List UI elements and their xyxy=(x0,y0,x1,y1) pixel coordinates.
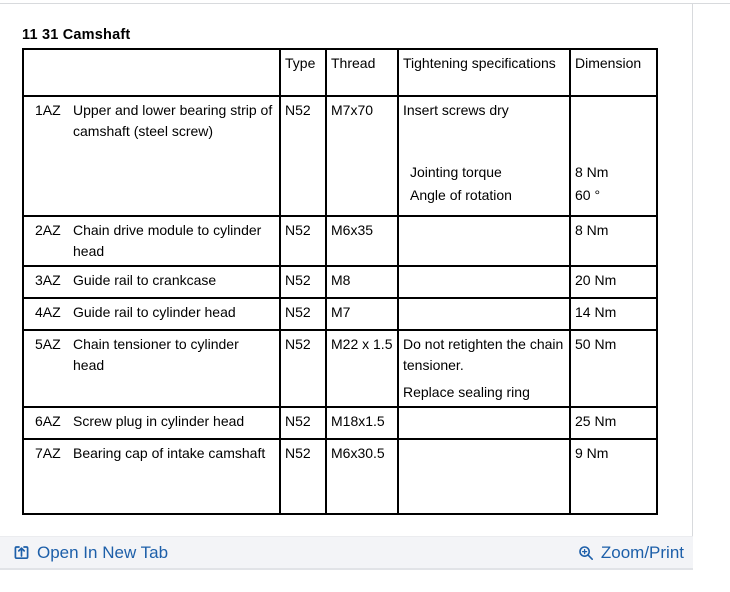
dimension-value: 14 Nm xyxy=(570,298,657,330)
table-row xyxy=(23,330,657,407)
item-description: Chain tensioner to cylinder head xyxy=(73,336,239,373)
thread-cell: M6x30.5 xyxy=(326,439,398,514)
table-row xyxy=(23,96,657,216)
type-cell: N52 xyxy=(280,266,326,298)
type-cell: N52 xyxy=(280,298,326,330)
item-number: 6AZ xyxy=(35,413,61,429)
spec-text: Replace sealing ring xyxy=(403,384,530,400)
header-thread: Thread xyxy=(326,49,398,96)
item-number: 3AZ xyxy=(35,272,61,288)
magnifier-plus-icon xyxy=(578,545,594,561)
dimension-value: 9 Nm xyxy=(570,439,657,514)
header-tightening: Tightening specifications xyxy=(398,49,570,96)
type-cell: N52 xyxy=(280,216,326,266)
thread-cell: M18x1.5 xyxy=(326,407,398,439)
type-cell: N52 xyxy=(280,330,326,407)
type-cell: N52 xyxy=(280,439,326,514)
panel-right-border xyxy=(692,3,693,568)
item-number: 5AZ xyxy=(35,336,61,352)
dimension-value: 25 Nm xyxy=(570,407,657,439)
spec-text: Do not retighten the chain tensioner. xyxy=(403,336,564,373)
item-description: Bearing cap of intake camshaft xyxy=(73,445,266,461)
table-row xyxy=(23,407,657,439)
item-description: Upper and lower bearing strip of camshaft (steel screw) xyxy=(73,102,273,139)
table-row xyxy=(23,266,657,298)
item-number: 2AZ xyxy=(35,222,61,238)
item-description: Chain drive module to cylinder head xyxy=(73,222,262,259)
header-dimension: Dimension xyxy=(570,49,657,96)
table-row xyxy=(23,439,657,514)
dimension-value: 60 ° xyxy=(575,187,601,203)
type-cell: N52 xyxy=(280,96,326,216)
zoom-print-label: Zoom/Print xyxy=(600,542,684,562)
open-in-new-tab-link[interactable] xyxy=(13,543,168,563)
dimension-value: 50 Nm xyxy=(570,330,657,407)
table-row xyxy=(23,298,657,330)
item-description: Guide rail to crankcase xyxy=(73,272,217,288)
zoom-print-link[interactable] xyxy=(578,543,684,563)
table-header-row xyxy=(23,49,657,96)
torque-spec-table xyxy=(22,48,658,515)
dimension-value: 20 Nm xyxy=(570,266,657,298)
thread-cell: M8 xyxy=(326,266,398,298)
page-title: 11 31 Camshaft xyxy=(22,27,131,43)
item-number: 4AZ xyxy=(35,304,61,320)
thread-cell: M6x35 xyxy=(326,216,398,266)
item-number: 7AZ xyxy=(35,445,61,461)
item-description: Screw plug in cylinder head xyxy=(73,413,245,429)
open-in-new-tab-icon xyxy=(13,544,30,561)
thread-cell: M7x70 xyxy=(326,96,398,216)
open-in-new-tab-label: Open In New Tab xyxy=(37,542,169,562)
item-description: Guide rail to cylinder head xyxy=(73,304,236,320)
spec-text: Insert screws dry xyxy=(403,102,509,118)
dimension-value: 8 Nm xyxy=(575,164,609,180)
item-number: 1AZ xyxy=(35,102,61,118)
header-item xyxy=(23,49,280,96)
thread-cell: M7 xyxy=(326,298,398,330)
thread-cell: M22 x 1.5 xyxy=(326,330,398,407)
dimension-value: 8 Nm xyxy=(570,216,657,266)
spec-text: Jointing torque xyxy=(410,164,502,180)
type-cell: N52 xyxy=(280,407,326,439)
footer-toolbar xyxy=(0,536,693,568)
spec-text: Angle of rotation xyxy=(410,187,512,203)
table-row xyxy=(23,216,657,266)
panel-top-border xyxy=(0,3,730,4)
header-type: Type xyxy=(280,49,326,96)
